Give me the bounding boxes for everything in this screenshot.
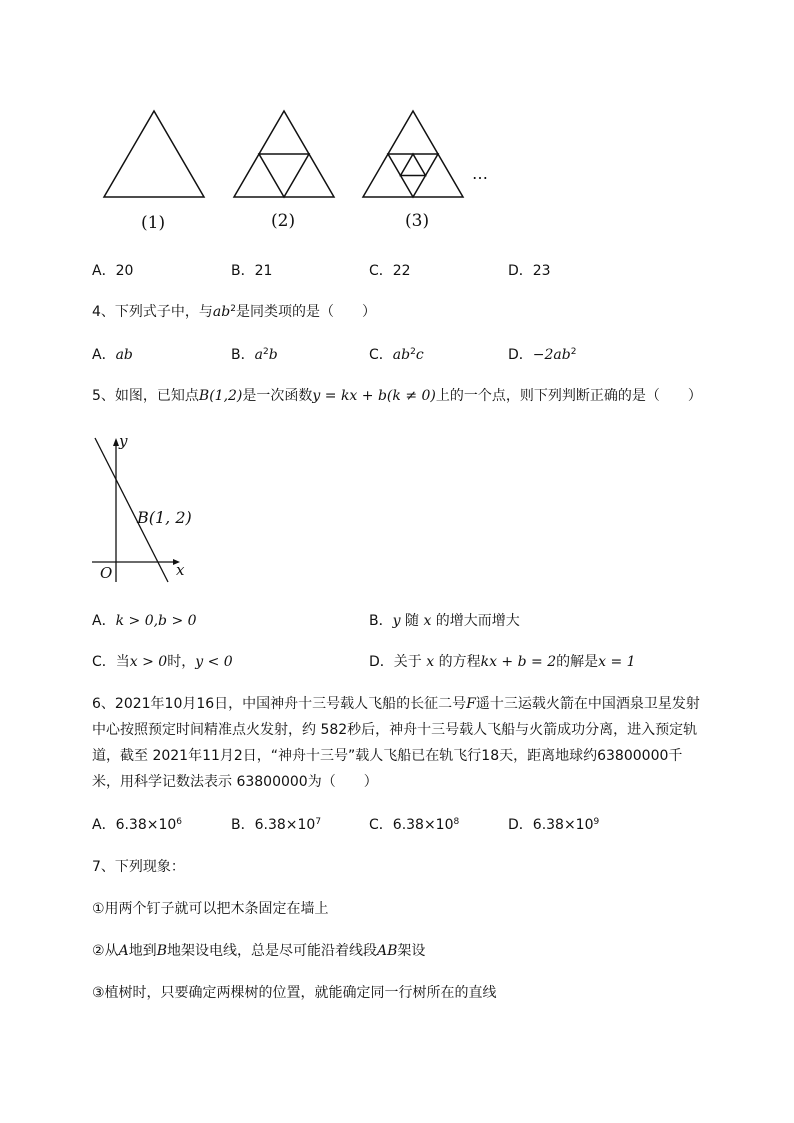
q7-item2-a: ②从 xyxy=(92,943,119,959)
q5-x-axis-label: x xyxy=(176,561,185,579)
q4-option-c-math: ab xyxy=(392,347,411,363)
q3-option-c[interactable]: C．22 xyxy=(369,263,411,279)
q5-option-d-text2: 的解是 xyxy=(556,654,599,670)
q6-option-c-base: 6.38×10 xyxy=(392,817,454,833)
q5-option-c-math2: y < 0 xyxy=(195,654,233,670)
q3-option-b[interactable]: B．21 xyxy=(231,263,273,279)
q5-option-d-math: x xyxy=(426,654,435,670)
figure-caption-1: (1) xyxy=(141,213,166,233)
q6-option-a[interactable] xyxy=(92,815,182,835)
q4-option-b-exponent: 2 xyxy=(262,347,269,357)
q5-option-d-label: D．关于 xyxy=(369,654,422,670)
q5-y-axis-label: y xyxy=(119,432,128,450)
q4-option-b-tail: b xyxy=(268,347,278,363)
q7-item2-b: 地到 xyxy=(128,943,157,959)
q5-stem-a: 5、如图，已知点 xyxy=(92,388,199,404)
q7-item2-point-a: A xyxy=(118,943,129,959)
q7-item2-c: 地架设电线，总是尽可能沿着线段 xyxy=(166,943,377,959)
q4-option-b-math: a xyxy=(254,347,263,363)
q5-option-c-label: C．当 xyxy=(92,654,130,670)
q6-option-a-label: A． xyxy=(92,817,116,833)
q4-stem-suffix: 是同类项的是（ ） xyxy=(235,304,376,320)
q4-option-c-tail: c xyxy=(415,347,424,363)
q4-stem-prefix: 4、下列式子中，与 xyxy=(92,304,213,320)
q5-option-d-math3: x = 1 xyxy=(598,654,636,670)
q4-option-c-exponent: 2 xyxy=(410,347,416,357)
q7-item-2 xyxy=(92,941,425,961)
q3-option-a[interactable]: A．20 xyxy=(92,263,134,279)
q6-option-d-exponent: 9 xyxy=(593,817,600,827)
q6-option-d[interactable] xyxy=(508,815,599,835)
q5-option-d-text: 的方程 xyxy=(438,654,481,670)
q6-option-a-exponent: 6 xyxy=(176,817,183,827)
q5-stem-function: y = kx + b(k ≠ 0) xyxy=(312,388,436,404)
q5-stem-point: B(1,2) xyxy=(198,388,243,404)
q4-option-d-math: −2ab xyxy=(532,347,571,363)
q7-item2-point-b: B xyxy=(156,943,167,959)
q5-option-d[interactable] xyxy=(369,652,636,672)
q6-option-b-base: 6.38×10 xyxy=(254,817,316,833)
q7-item2-d: 架设 xyxy=(397,943,426,959)
q6-option-d-label: D． xyxy=(508,817,533,833)
q5-option-c[interactable] xyxy=(92,652,233,672)
q5-option-b-math2: x xyxy=(423,613,432,629)
q5-option-c-text: 时， xyxy=(167,654,196,670)
q5-option-a-label: A． xyxy=(92,613,116,629)
q5-option-d-math2: kx + b = 2 xyxy=(480,654,557,670)
q6-option-b-exponent: 7 xyxy=(315,817,322,827)
q6-stem-line-1 xyxy=(92,694,700,714)
q4-option-a-label: A． xyxy=(92,347,116,363)
q6-option-a-base: 6.38×10 xyxy=(115,817,177,833)
q5-option-b[interactable] xyxy=(369,611,520,631)
q6-line1-b: 遥十三运载火箭在中国酒泉卫星发射 xyxy=(475,696,700,712)
q7-stem: 7、下列现象： xyxy=(92,859,185,875)
q5-option-a-math: k > 0,b > 0 xyxy=(115,613,197,629)
q5-option-b-label: B． xyxy=(369,613,393,629)
q7-item-3: ③植树时，只要确定两棵树的位置，就能确定同一行树所在的直线 xyxy=(92,985,497,1001)
q6-option-d-base: 6.38×10 xyxy=(532,817,594,833)
q4-option-c-label: C． xyxy=(369,347,393,363)
q7-item2-segment-ab: AB xyxy=(376,943,398,959)
figure-caption-2: (2) xyxy=(271,211,296,231)
q6-option-b[interactable] xyxy=(231,815,321,835)
q5-option-b-math: y xyxy=(392,613,401,629)
q5-option-c-math: x > 0 xyxy=(129,654,168,670)
q4-option-b-label: B． xyxy=(231,347,255,363)
q5-option-b-text: 随 xyxy=(404,613,419,629)
q6-stem-line-2: 中心按照预定时间精准点火发射，约 582秒后，神舟十三号载人飞船与火箭成功分离，进入预定轨 xyxy=(92,722,698,738)
q7-item-1: ①用两个钉子就可以把木条固定在墙上 xyxy=(92,901,329,917)
q4-option-d-label: D． xyxy=(508,347,533,363)
q5-stem-b: 是一次函数 xyxy=(242,388,313,404)
q6-line1-a: 6、2021年10月16日，中国神舟十三号载人飞船的长征二号 xyxy=(92,696,467,712)
q5-option-a[interactable] xyxy=(92,611,197,631)
q6-option-b-label: B． xyxy=(231,817,255,833)
q6-stem-line-3: 道，截至 2021年11月2日，“神舟十三号”载人飞船已在轨飞行18天，距离地球约63800000千 xyxy=(92,748,683,764)
q5-origin-label: O xyxy=(100,564,113,582)
q6-line1-f: F xyxy=(466,696,476,712)
q5-point-b-label: B(1, 2) xyxy=(137,508,192,527)
q4-stem-exponent: 2 xyxy=(230,304,236,314)
q5-stem-c: 上的一个点，则下列判断正确的是（ ） xyxy=(435,388,702,404)
q6-option-c-exponent: 8 xyxy=(453,817,460,827)
figure-caption-3: (3) xyxy=(405,211,430,231)
q3-option-d[interactable]: D．23 xyxy=(508,263,551,279)
q6-option-c[interactable] xyxy=(369,815,459,835)
q6-option-c-label: C． xyxy=(369,817,393,833)
q5-option-b-text2: 的增大而增大 xyxy=(435,613,520,629)
q4-stem-math: ab xyxy=(212,304,231,320)
q4-option-a-math: ab xyxy=(115,347,133,363)
q6-stem-line-4: 米，用科学记数法表示 63800000为（ ） xyxy=(92,774,378,790)
q4-option-d-exponent: 2 xyxy=(570,347,577,357)
figure-ellipsis: … xyxy=(472,164,488,183)
